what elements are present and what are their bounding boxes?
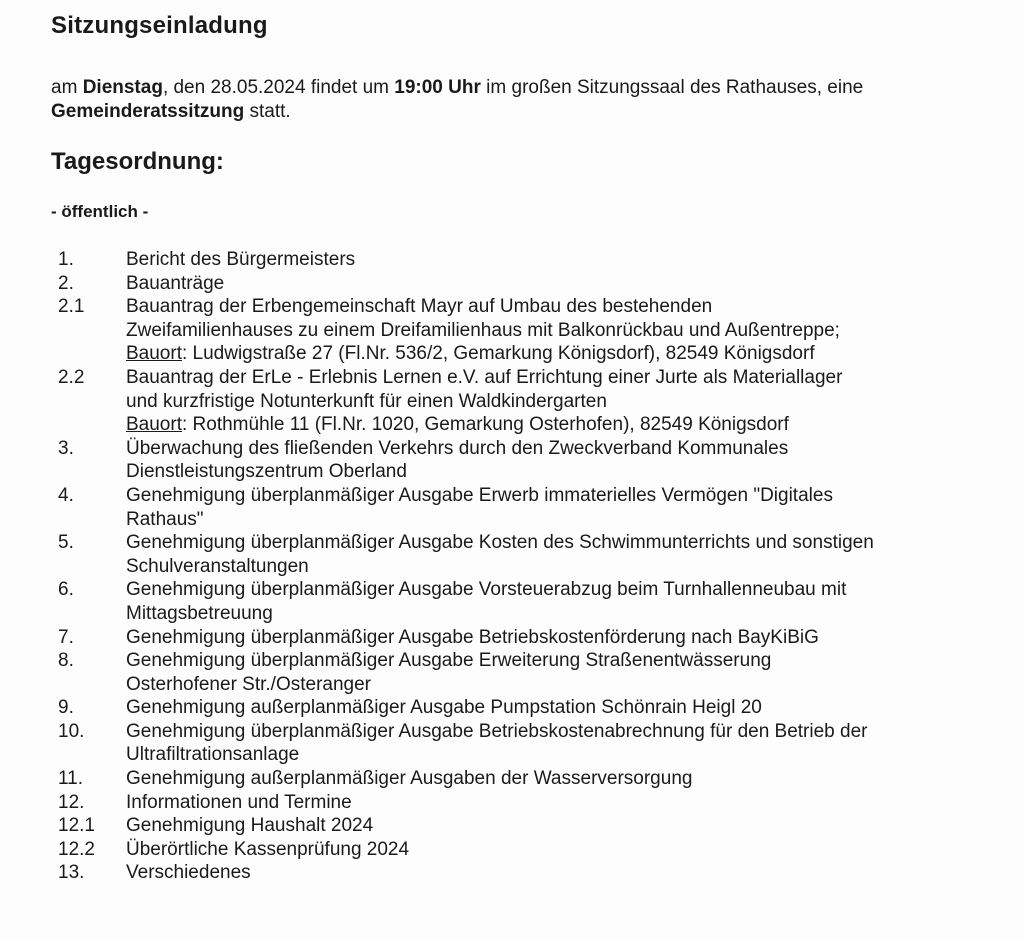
agenda-item-text: [126, 838, 998, 862]
agenda-item: [58, 295, 998, 366]
agenda-item-text: [126, 861, 998, 885]
agenda-list: [58, 248, 998, 885]
intro-text-2: , den 28.05.2024 findet um: [162, 77, 395, 98]
building-location-address: : Rothmühle 11 (Fl.Nr. 1020, Gemarkung Osterhofen), 82549 Königsdorf: [181, 414, 789, 436]
agenda-item-line: Dienstleistungszentrum Oberland: [126, 461, 407, 483]
intro-time: 19:00 Uhr: [394, 77, 481, 98]
agenda-item-line: Genehmigung überplanmäßiger Ausgabe Betriebskostenabrechnung für den Betrieb der: [126, 720, 868, 742]
agenda-item-number: 5.: [58, 532, 74, 554]
agenda-item-number: 13.: [58, 862, 85, 884]
agenda-item-text: [126, 295, 998, 366]
agenda-item-text: [126, 366, 998, 437]
document-title: Sitzungseinladung: [51, 12, 268, 39]
building-location-label: Bauort: [126, 414, 182, 436]
agenda-item-line: Genehmigung außerplanmäßiger Ausgaben der Wasserversorgung: [126, 768, 693, 790]
agenda-item-line: Genehmigung außerplanmäßiger Ausgabe Pumpstation Schönrain Heigl 20: [126, 697, 762, 719]
agenda-item-line: Verschiedenes: [126, 862, 251, 884]
agenda-item: [58, 248, 998, 272]
agenda-item-text: [126, 531, 998, 578]
agenda-item: [58, 272, 998, 296]
agenda-heading: Tagesordnung:: [51, 148, 224, 175]
agenda-item-line: Genehmigung überplanmäßiger Ausgabe Erweiterung Straßenentwässerung: [126, 650, 772, 672]
agenda-item-number: 3.: [58, 437, 74, 459]
agenda-item-text: [126, 437, 998, 484]
agenda-item-number: 10.: [58, 720, 85, 742]
building-location-line: [126, 413, 998, 437]
agenda-item-line: Bauanträge: [126, 272, 225, 294]
agenda-item-number: 2.2: [58, 366, 85, 388]
agenda-item: [58, 626, 998, 650]
agenda-item-number: 7.: [58, 626, 74, 648]
agenda-item: [58, 531, 998, 578]
agenda-item-text: [126, 791, 998, 815]
agenda-item: [58, 437, 998, 484]
agenda-item: [58, 767, 998, 791]
agenda-item: [58, 791, 998, 815]
agenda-item-text: [126, 248, 998, 272]
agenda-item-text: [126, 484, 998, 531]
agenda-item: [58, 696, 998, 720]
agenda-item-number: 12.: [58, 791, 85, 813]
agenda-item-line: Ultrafiltrationsanlage: [126, 744, 300, 766]
agenda-item-number: 2.: [58, 272, 74, 294]
agenda-item-number: 12.1: [58, 815, 95, 837]
agenda-item-text: [126, 767, 998, 791]
agenda-item-text: [126, 814, 998, 838]
agenda-item: [58, 578, 998, 625]
agenda-item-number: 8.: [58, 650, 74, 672]
agenda-item-line: Informationen und Termine: [126, 791, 352, 813]
agenda-item-line: Schulveranstaltungen: [126, 555, 309, 577]
agenda-item-line: Bauantrag der ErLe - Erlebnis Lernen e.V. auf Errichtung einer Jurte als Materiallager: [126, 366, 843, 388]
public-section-label: - öffentlich -: [51, 202, 149, 221]
agenda-item: [58, 484, 998, 531]
agenda-item-text: [126, 649, 998, 696]
agenda-item-line: Zweifamilienhauses zu einem Dreifamilienhaus mit Balkonrückbau und Außentreppe;: [126, 319, 840, 341]
agenda-item-number: 12.2: [58, 838, 95, 860]
agenda-item: [58, 814, 998, 838]
agenda-item-line: Osterhofener Str./Osteranger: [126, 673, 372, 695]
intro-text-3: im großen Sitzungssaal des Rathauses, eine: [480, 77, 864, 98]
agenda-item-text: [126, 578, 998, 625]
agenda-item-text: [126, 626, 998, 650]
agenda-item-line: Genehmigung überplanmäßiger Ausgabe Vorsteuerabzug beim Turnhallenneubau mit: [126, 579, 847, 601]
agenda-item-text: [126, 720, 998, 767]
agenda-item-text: [126, 272, 998, 296]
intro-paragraph: [51, 76, 981, 124]
building-location-address: : Ludwigstraße 27 (Fl.Nr. 536/2, Gemarkung Königsdorf), 82549 Königsdorf: [181, 343, 815, 365]
intro-weekday: Dienstag: [82, 77, 163, 98]
agenda-item-line: Genehmigung Haushalt 2024: [126, 815, 374, 837]
intro-meeting-type: Gemeinderatssitzung: [51, 101, 245, 122]
agenda-item-line: Überörtliche Kassenprüfung 2024: [126, 838, 410, 860]
intro-text-4: statt.: [244, 101, 291, 122]
agenda-item: [58, 838, 998, 862]
agenda-item-number: 9.: [58, 697, 74, 719]
agenda-item-text: [126, 696, 998, 720]
agenda-item-line: Rathaus": [126, 508, 204, 530]
agenda-item-line: und kurzfristige Notunterkunft für einen Waldkindergarten: [126, 390, 607, 412]
agenda-item-line: Bauantrag der Erbengemeinschaft Mayr auf Umbau des bestehenden: [126, 296, 713, 318]
agenda-item-line: Mittagsbetreuung: [126, 602, 273, 624]
building-location-label: Bauort: [126, 343, 182, 365]
agenda-item-line: Überwachung des fließenden Verkehrs durch den Zweckverband Kommunales: [126, 437, 789, 459]
agenda-item-line: Genehmigung überplanmäßiger Ausgabe Kosten des Schwimmunterrichts und sonstigen: [126, 532, 874, 554]
agenda-item: [58, 720, 998, 767]
agenda-item-number: 11.: [58, 768, 84, 790]
intro-text-1: am: [51, 77, 83, 98]
agenda-item-number: 6.: [58, 579, 74, 601]
agenda-item-number: 2.1: [58, 296, 85, 318]
agenda-item-line: Genehmigung überplanmäßiger Ausgabe Erwerb immaterielles Vermögen "Digitales: [126, 484, 833, 506]
agenda-item: [58, 649, 998, 696]
agenda-item-number: 1.: [58, 249, 74, 270]
agenda-item-line: Bericht des Bürgermeisters: [126, 249, 356, 270]
agenda-item-line: Genehmigung überplanmäßiger Ausgabe Betriebskostenförderung nach BayKiBiG: [126, 626, 819, 648]
building-location-line: [126, 342, 998, 366]
agenda-item-number: 4.: [58, 484, 74, 506]
agenda-item: [58, 366, 998, 437]
agenda-item: [58, 861, 998, 885]
